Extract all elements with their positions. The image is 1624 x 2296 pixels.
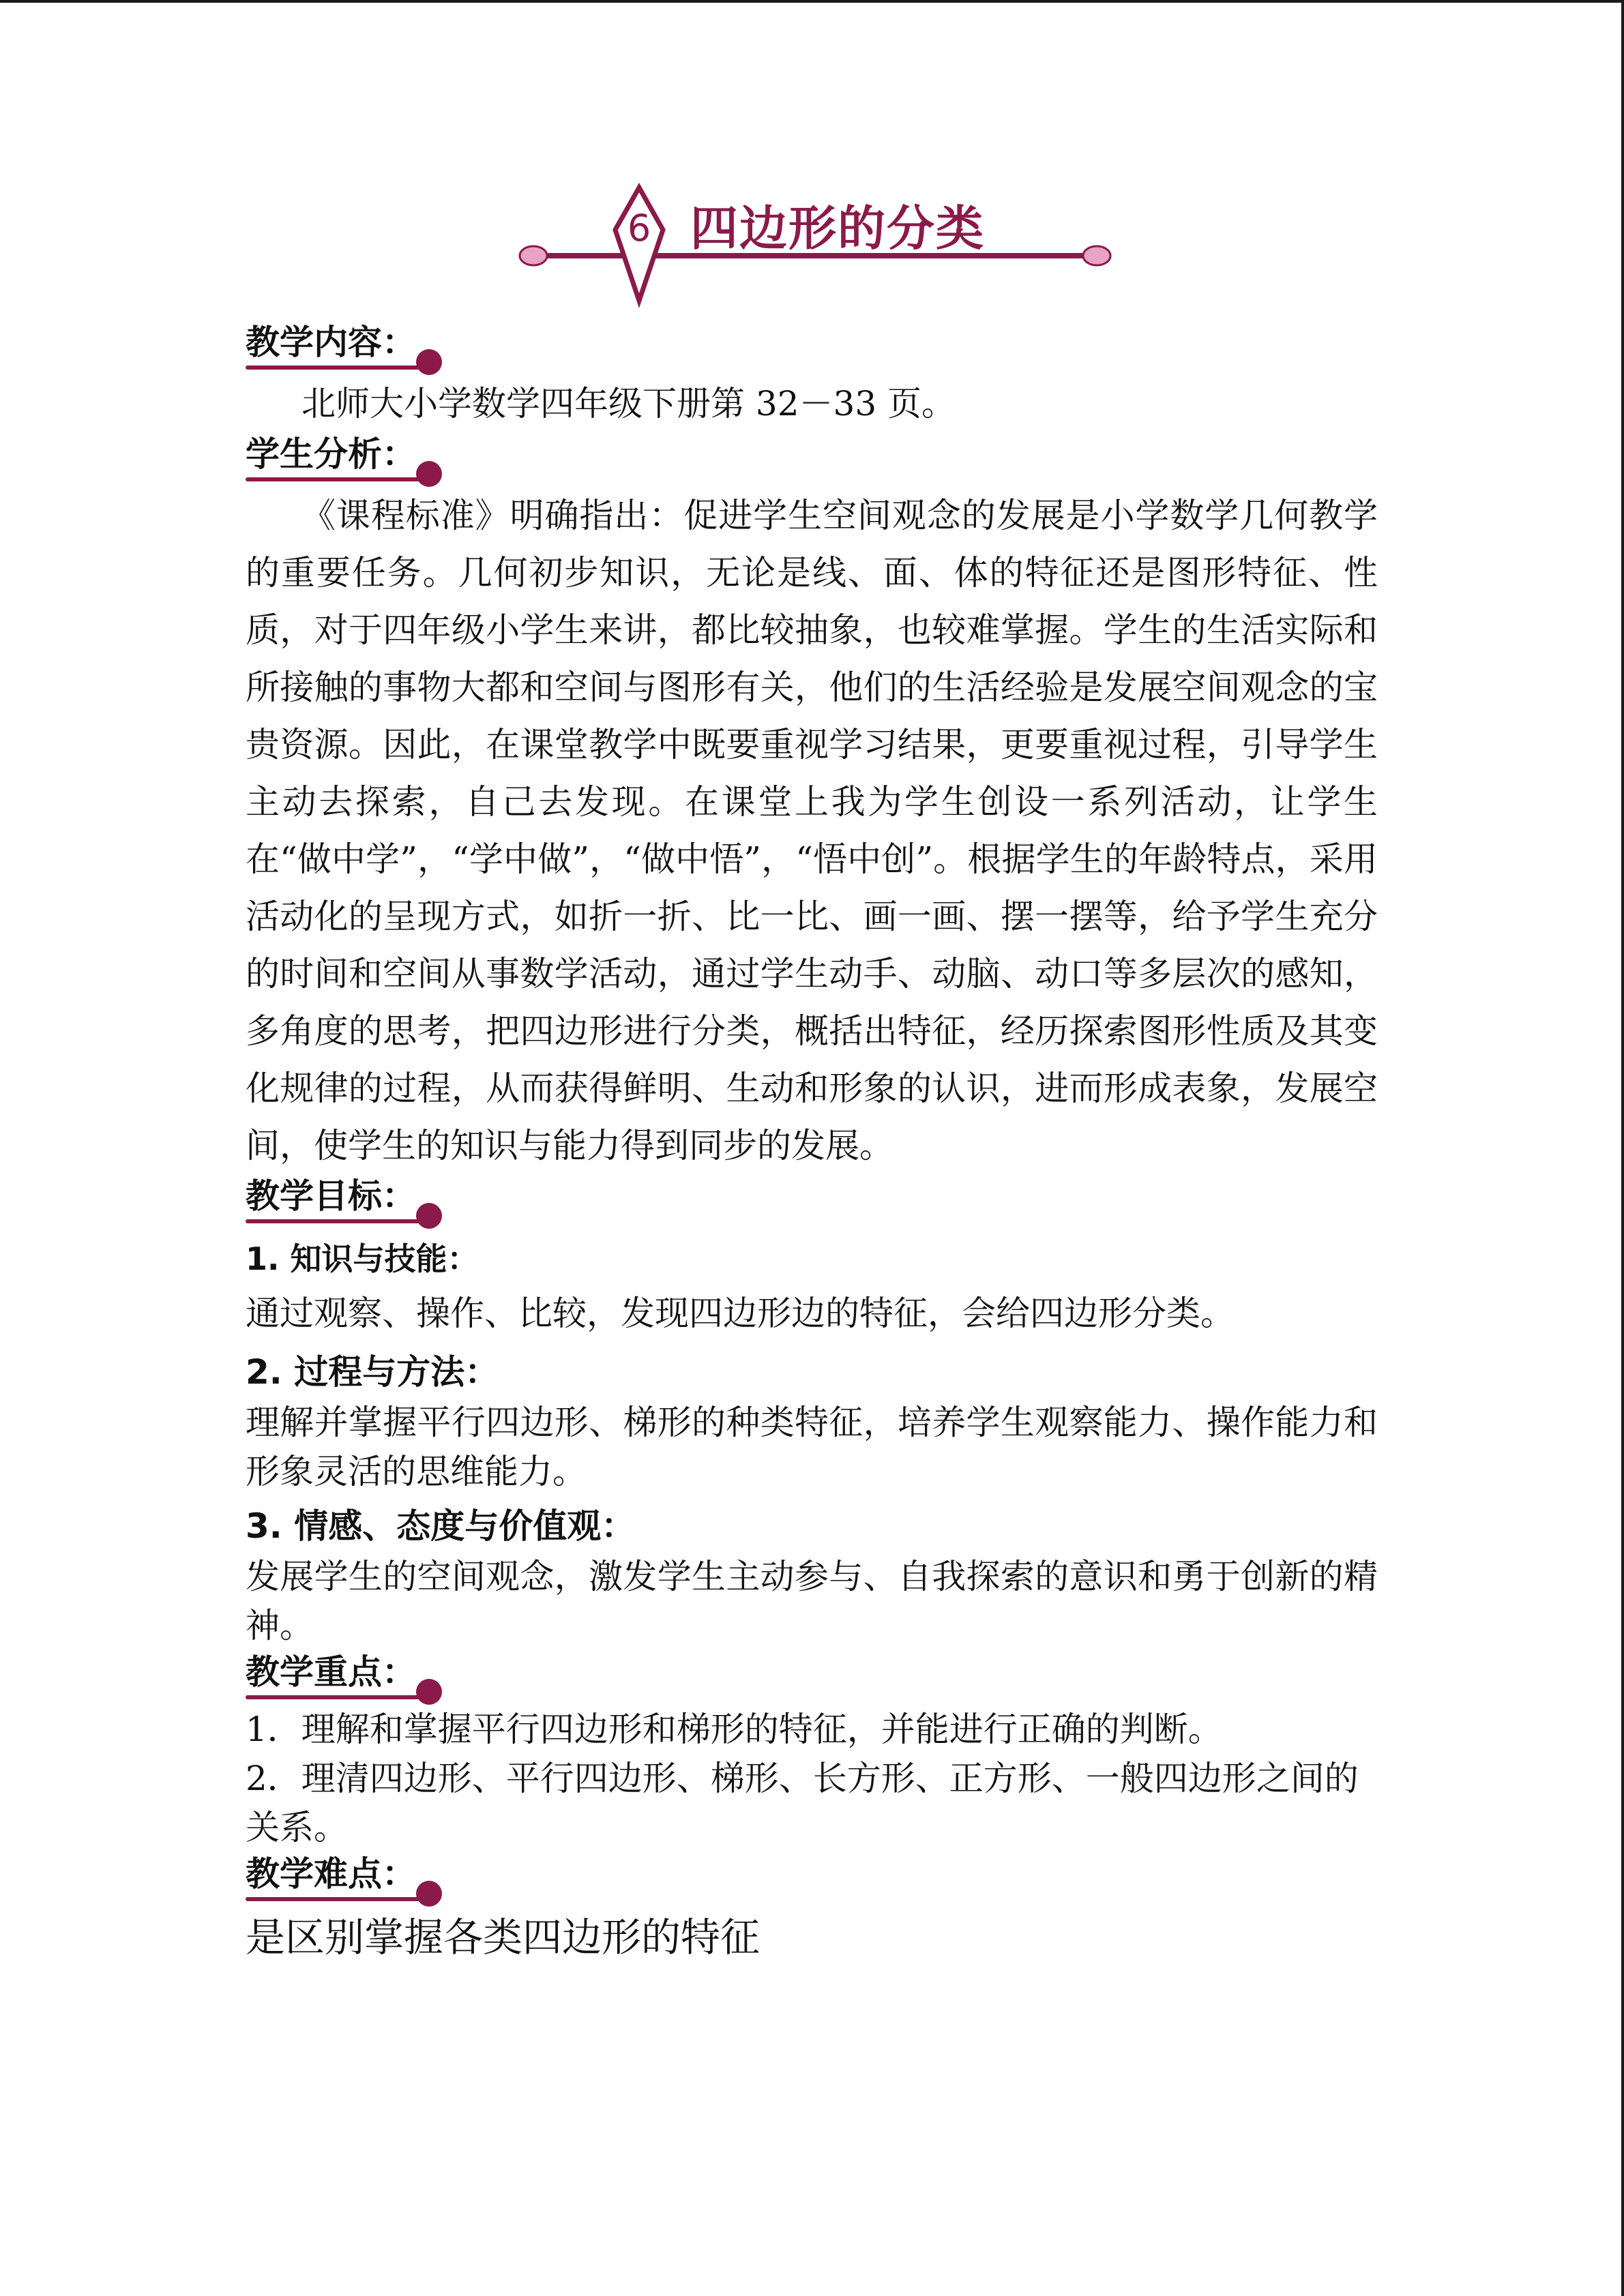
subheading: 1. 知识与技能： [246, 1240, 479, 1277]
page-border-right [1621, 0, 1624, 2296]
section-key-points [246, 1650, 1378, 1852]
list-item: 2．理清四边形、平行四边形、梯形、长方形、正方形、一般四边形之间的关系。 [246, 1759, 1359, 1847]
heading-underline [246, 1695, 430, 1699]
title-left-cap [520, 246, 547, 265]
page-title: 四边形的分类 [690, 200, 985, 256]
heading-underline [246, 477, 430, 481]
heading-text: 教学目标： [246, 1176, 416, 1216]
title-banner [0, 0, 1624, 314]
section-heading [246, 1174, 457, 1229]
title-right-cap [1083, 246, 1110, 265]
heading-underline [246, 1219, 430, 1223]
paragraph: 通过观察、操作、比较，发现四边形边的特征，会给四边形分类。 [246, 1294, 1235, 1333]
heading-underline [246, 366, 430, 370]
section-difficulty [246, 1852, 1378, 1968]
section-heading [246, 1852, 457, 1907]
heading-dot [416, 1203, 442, 1229]
heading-dot [416, 1881, 442, 1907]
heading-dot [416, 1679, 442, 1705]
heading-text: 教学重点： [246, 1652, 416, 1692]
paragraph: 《课程标准》明确指出：促进学生空间观念的发展是小学数学几何教学的重要任务。几何初步知识，无论是线、面、体的特征还是图形特征、性质，对于四年级小学生来讲，都比较抽象，也较难掌握。学生的生活实际和所接触的事物大都和空间与图形有关，他们的生活经验是发展空间观念的宝贵资源。因此，在课堂教学中既要重视学习结果，更要重视过程，引导学生主动去探索，自己去发现。在课堂上我为学生创设一系列活动，让学生在“做中学”，“学中做”，“做中悟”，“悟中创”。根据学生的年龄特点，采用活动化的呈现方式，如折一折、比一比、画一画、摆一摆等，给予学生充分的时间和空间从事数学活动，通过学生动手、动脑、动口等多层次的感知，多角度的思考，把四边形进行分类，概括出特征，经历探索图形性质及其变化规律的过程，从而获得鲜明、生动和形象的认识，进而形成表象，发展空间，使学生的知识与能力得到同步的发展。 [246, 496, 1378, 1165]
list-item: 1．理解和掌握平行四边形和梯形的特征，并能进行正确的判断。 [246, 1710, 1222, 1749]
paragraph: 理解并掌握平行四边形、梯形的种类特征，培养学生观察能力、操作能力和形象灵活的思维能力。 [246, 1403, 1378, 1491]
section-teaching-goals [246, 1174, 1378, 1650]
subheading: 2. 过程与方法： [246, 1352, 499, 1392]
heading-dot [416, 461, 442, 487]
section-student-analysis [246, 432, 1378, 1174]
paragraph: 是区别掌握各类四边形的特征 [246, 1914, 761, 1960]
heading-text: 教学内容： [246, 323, 416, 362]
heading-text: 教学难点： [246, 1854, 416, 1894]
heading-text: 学生分析： [246, 434, 416, 474]
section-heading [246, 320, 457, 375]
chapter-number: 6 [627, 207, 651, 250]
section-teaching-content [246, 320, 1378, 432]
heading-underline [246, 1897, 430, 1901]
section-heading [246, 1650, 457, 1705]
heading-dot [416, 349, 442, 375]
section-heading [246, 432, 457, 487]
paragraph: 发展学生的空间观念，激发学生主动参与、自我探索的意识和勇于创新的精神。 [246, 1557, 1378, 1645]
document-body [246, 320, 1378, 1968]
paragraph: 北师大小学数学四年级下册第 32－33 页。 [301, 384, 956, 423]
subheading: 3. 情感、态度与价值观： [246, 1506, 636, 1546]
